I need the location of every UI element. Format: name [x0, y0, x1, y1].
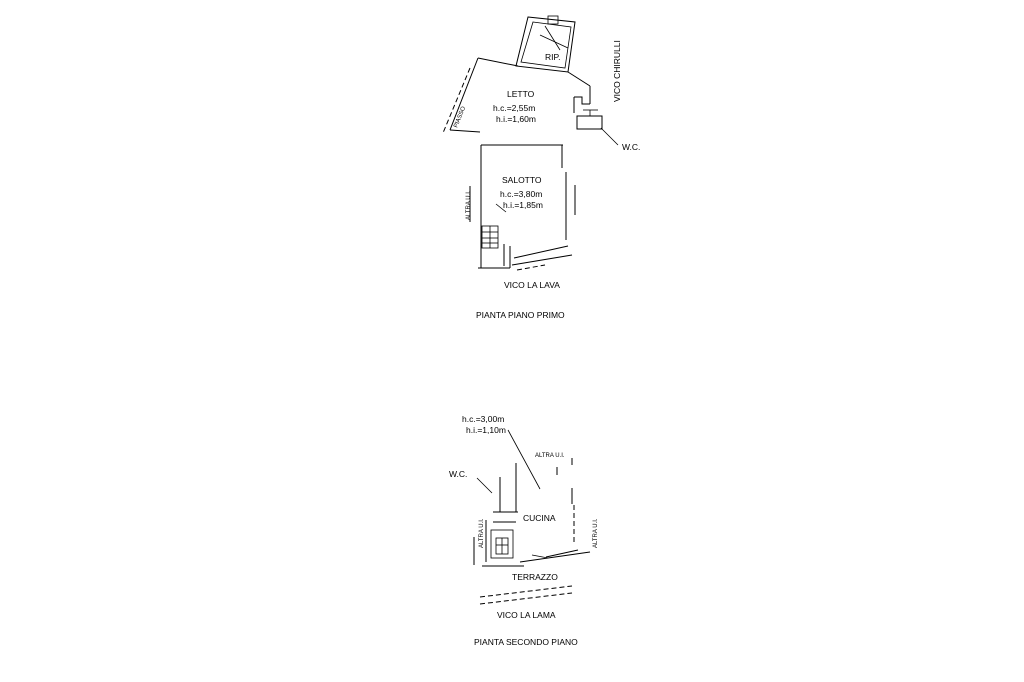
rip-box — [516, 16, 575, 72]
altra-ui-right-floor2: ALTRA U.I. — [593, 518, 599, 548]
stair-floor2 — [491, 530, 513, 558]
cucina-label: CUCINA — [523, 513, 556, 523]
terrazzo-label: TERRAZZO — [512, 572, 558, 582]
wc-label-floor1: W.C. — [622, 142, 641, 152]
floor1-plan — [443, 16, 640, 320]
street-right-floor1: VICO CHIRULLI — [612, 40, 622, 102]
wc-fixture — [577, 110, 618, 145]
letto-label: LETTO — [507, 89, 535, 99]
salotto-hc: h.c.=3,80m — [500, 189, 543, 199]
floor1-title: PIANTA PIANO PRIMO — [476, 310, 565, 320]
rip-label: RIP. — [545, 52, 561, 62]
letto-hi: h.i.=1,60m — [496, 114, 536, 124]
altra-ui-top-floor2: ALTRA U.I. — [535, 453, 565, 459]
wc-label-floor2: W.C. — [449, 469, 468, 479]
letto-hc: h.c.=2,55m — [493, 103, 536, 113]
street-edge-floor2 — [480, 586, 572, 604]
street-left-floor1: PIASSO — [453, 105, 468, 129]
floor2-hc: h.c.=3,00m — [462, 414, 505, 424]
salotto-label: SALOTTO — [502, 175, 542, 185]
altra-ui-left-floor2: ALTRA U.I. — [479, 518, 485, 548]
floor2-title: PIANTA SECONDO PIANO — [474, 637, 578, 647]
floor2-hi: h.i.=1,10m — [466, 425, 506, 435]
altra-ui-floor1: ALTRA U.I. — [466, 190, 472, 220]
floor2-plan — [449, 414, 599, 647]
salotto-hi: h.i.=1,85m — [503, 200, 543, 210]
street-bottom-floor1: VICO LA LAVA — [504, 280, 560, 290]
stair-floor1 — [482, 226, 498, 248]
street-bottom-floor2: VICO LA LAMA — [497, 610, 556, 620]
